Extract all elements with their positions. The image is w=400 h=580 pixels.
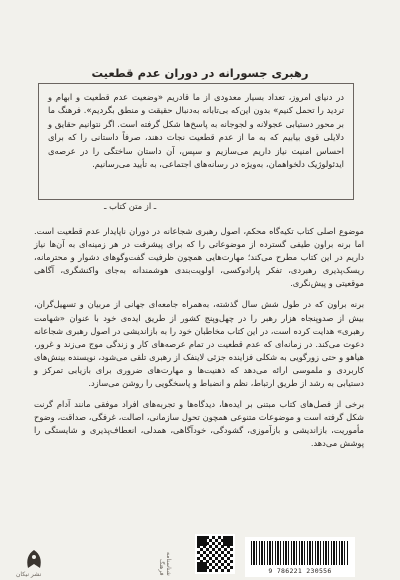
quote-source: ـ از متن کتاب ـ	[100, 201, 160, 211]
description-paragraph: موضوع اصلی کتاب تکیه‌گاه محکم، اصول رهبری شجاعانه در دوران ناپایدار عدم قطعیت است. اما برنه براون طیفی گسترده از موضوعاتی را که برای پیشرفت در هر زمینه‌ای به آن‌ها نیاز داریم در این کتاب مطرح می‌کند؛ مهارت‌هایی همچون ظرفیت گفت‌وگوهای دشوار و محترمانه، ریسک‌پذیری رهبردی، تفکر پارادوکسی، اولویت‌بندی هوشمندانه به‌جای واکنشگری، آگاهی موقعیتی و پیش‌نگری.	[34, 226, 364, 289]
qr-code	[195, 534, 235, 574]
quote-text: در دنیای امروز، تعداد بسیار معدودی از ما قادریم «وضعیت عدم قطعیت و ابهام و تردید را تحمل کنیم» بدون این‌که بی‌تابانه به‌دنبال حقیقت و منطق بگردیم». فرهنگ ما بر محور دستیابی عجولانه و لجوجانه به پاسخ‌ها شکل گرفته است. اگر نتوانیم حقایق و دلایلی قوی بیابیم که به ما از عدم قطعیت نجات دهند، صرفاً داستانی را که برای احساس امنیت نیاز داریم می‌سازیم و سپس، آن داستان ساختگی را در عرصه‌ی ایدئولوژیک دلخواهمان، به‌ویژه در رسانه‌های اجتماعی، به تأیید می‌رسانیم.	[48, 92, 344, 170]
barcode-bars	[251, 541, 349, 565]
book-title: رهبری جسورانه در دوران عدم قطعیت	[91, 66, 309, 80]
publisher-name: نشر نیکان	[16, 571, 42, 578]
description-paragraph: برنه براون که در طول شش سال گذشته، به‌همراه جامعه‌ای جهانی از مربیان و تسهیل‌گران، بیش از صدوپنجاه هزار رهبر را در چهل‌وپنج کشور از طریق ایده‌ی خود با عنوان «شهامت رهبری» هدایت کرده است، در این کتاب مخاطبان خود را به بازاندیشی در اصول رهبری شجاعانه دعوت می‌کند. در زمانه‌ای که عدم قطعیت در تمام عرصه‌های کار و زندگی موج می‌زند و غرور، هیاهو و حتی زورگویی به شکلی فزاینده جزئی لاینفک از رهبری تلقی می‌شود، نویسنده بینش‌های کاربردی و ملموسی ارائه می‌دهد که ذهنیت‌ها و مهارت‌های ضروری برای بازیابی تمرکز و دستیابی به رشد از طریق ارتباط، نظم و انضباط و پاسخگویی را روشن می‌سازد.	[34, 299, 364, 389]
isbn-number: 9 786221 230556	[268, 567, 332, 575]
barcode	[245, 537, 355, 577]
description	[34, 225, 364, 459]
quote-box	[38, 83, 354, 200]
description-paragraph: برخی از فصل‌های کتاب مبتنی بر ایده‌ها، دیدگاه‌ها و تجربه‌های افراد موفقی مانند آدام گرنت شکل گرفته است و موضوعات متنوعی همچون تحول سازمانی، اصالت، غرفگی، صداقت، وضوح مأموریت، بازاندیشی و بازآموزی، گشودگی، خودآگاهی، همدلی، انعطاف‌پذیری و شایستگی را پوشش می‌دهد.	[34, 399, 364, 449]
publisher-logo-icon	[20, 548, 48, 570]
cover-footer	[0, 532, 400, 580]
catalog-label: شناسنامه فرهنگ	[158, 552, 172, 576]
